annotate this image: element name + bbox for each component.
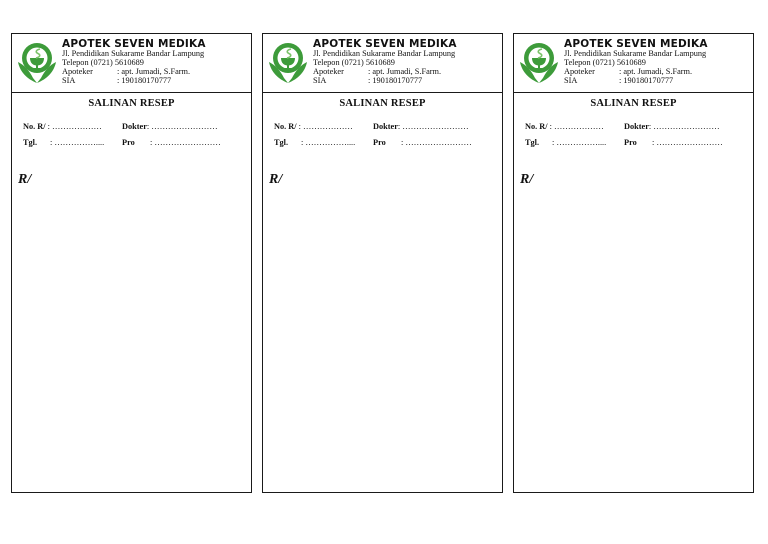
no-r-field — [23, 123, 102, 131]
no-r-value: : ……………… — [298, 122, 353, 131]
tgl-field — [23, 139, 104, 147]
apoteker-value: : apt. Jumadi, S.Farm. — [117, 67, 191, 76]
sia-label: SIA — [564, 76, 578, 85]
no-r-label: No. R/ — [525, 122, 548, 131]
apoteker-label: Apoteker — [313, 67, 344, 76]
pharmacy-phone: Telepon (0721) 5610689 — [564, 58, 646, 67]
prescription-copy-form-2 — [262, 33, 503, 493]
pharmacy-header — [263, 34, 502, 93]
dokter-field — [624, 123, 720, 131]
pharmacy-address: Jl. Pendidikan Sukarame Bandar Lampung — [62, 49, 205, 58]
pharmacy-name: APOTEK SEVEN MEDIKA — [62, 38, 206, 50]
pharmacy-logo-icon — [266, 39, 310, 85]
sia-row — [313, 77, 422, 85]
no-r-value: : ……………… — [549, 122, 604, 131]
no-r-label: No. R/ — [23, 122, 46, 131]
tgl-value: : …………….... — [301, 138, 356, 147]
pharmacy-phone: Telepon (0721) 5610689 — [313, 58, 395, 67]
apoteker-label: Apoteker — [62, 67, 93, 76]
pro-label: Pro — [373, 138, 386, 147]
sia-label: SIA — [62, 76, 76, 85]
pharmacy-phone: Telepon (0721) 5610689 — [62, 58, 144, 67]
pharmacy-header — [514, 34, 753, 93]
pro-field — [122, 139, 221, 147]
no-r-field — [274, 123, 353, 131]
no-r-value: : ……………… — [47, 122, 102, 131]
pro-value: : …………………… — [401, 138, 472, 147]
tgl-field — [525, 139, 606, 147]
pharmacy-logo-icon — [15, 39, 59, 85]
pharmacy-logo-icon — [517, 39, 561, 85]
pro-value: : …………………… — [652, 138, 723, 147]
dokter-value: : …………………… — [397, 122, 469, 131]
tgl-value: : …………….... — [50, 138, 105, 147]
apoteker-label: Apoteker — [564, 67, 595, 76]
rx-symbol: R/ — [18, 172, 32, 187]
sia-row — [62, 77, 171, 85]
form-title: SALINAN RESEP — [88, 98, 175, 109]
dokter-field — [122, 123, 218, 131]
pharmacy-address: Jl. Pendidikan Sukarame Bandar Lampung — [313, 49, 456, 58]
pro-value: : …………………… — [150, 138, 221, 147]
tgl-label: Tgl. — [274, 138, 289, 147]
pro-label: Pro — [122, 138, 135, 147]
pro-field — [373, 139, 472, 147]
no-r-label: No. R/ — [274, 122, 297, 131]
tgl-label: Tgl. — [525, 138, 540, 147]
rx-symbol: R/ — [269, 172, 283, 187]
no-r-field — [525, 123, 604, 131]
pro-field — [624, 139, 723, 147]
pharmacy-address: Jl. Pendidikan Sukarame Bandar Lampung — [564, 49, 707, 58]
sia-value: : 190180170777 — [117, 76, 172, 85]
sia-row — [564, 77, 673, 85]
tgl-field — [274, 139, 355, 147]
tgl-value: : …………….... — [552, 138, 607, 147]
sia-label: SIA — [313, 76, 327, 85]
dokter-label: Dokter — [122, 122, 147, 131]
apoteker-value: : apt. Jumadi, S.Farm. — [619, 67, 693, 76]
prescription-copy-form-3 — [513, 33, 754, 493]
dokter-label: Dokter — [373, 122, 398, 131]
dokter-field — [373, 123, 469, 131]
pharmacy-header — [12, 34, 251, 93]
apoteker-value: : apt. Jumadi, S.Farm. — [368, 67, 442, 76]
pharmacy-name: APOTEK SEVEN MEDIKA — [313, 38, 457, 50]
pharmacy-name: APOTEK SEVEN MEDIKA — [564, 38, 708, 50]
form-title: SALINAN RESEP — [339, 98, 426, 109]
tgl-label: Tgl. — [23, 138, 38, 147]
sia-value: : 190180170777 — [368, 76, 423, 85]
sia-value: : 190180170777 — [619, 76, 674, 85]
dokter-value: : …………………… — [146, 122, 218, 131]
prescription-copy-form-1 — [11, 33, 252, 493]
form-title: SALINAN RESEP — [590, 98, 677, 109]
pro-label: Pro — [624, 138, 637, 147]
dokter-value: : …………………… — [648, 122, 720, 131]
dokter-label: Dokter — [624, 122, 649, 131]
rx-symbol: R/ — [520, 172, 534, 187]
